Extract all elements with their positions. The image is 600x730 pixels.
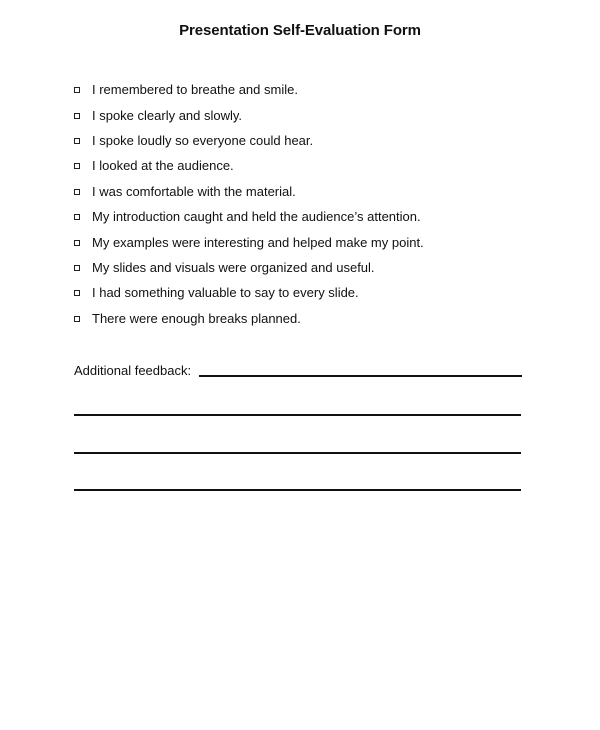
feedback-section [74, 360, 522, 378]
checklist-item-text: I had something valuable to say to every slide. [92, 285, 359, 301]
checklist-item [74, 77, 424, 102]
checklist-item [74, 179, 424, 204]
checklist-item [74, 229, 424, 254]
feedback-line-3[interactable] [74, 452, 521, 454]
checklist-item-text: I spoke clearly and slowly. [92, 107, 243, 123]
checklist-item [74, 102, 424, 127]
checkbox-icon[interactable] [74, 87, 80, 93]
checklist [74, 77, 424, 331]
checklist-item [74, 280, 424, 305]
form-title: Presentation Self-Evaluation Form [179, 22, 421, 39]
checklist-item-text: I remembered to breathe and smile. [92, 82, 298, 98]
checkbox-icon[interactable] [74, 189, 80, 195]
checklist-item [74, 204, 424, 229]
checklist-item [74, 306, 424, 331]
checkbox-icon[interactable] [74, 316, 80, 322]
checkbox-icon[interactable] [74, 113, 80, 119]
checklist-item-text: I was comfortable with the material. [92, 183, 296, 199]
checkbox-icon[interactable] [74, 214, 80, 220]
checkbox-icon[interactable] [74, 265, 80, 271]
checkbox-icon[interactable] [74, 163, 80, 169]
feedback-label: Additional feedback: [74, 363, 192, 378]
checkbox-icon[interactable] [74, 240, 80, 246]
checklist-item [74, 128, 424, 153]
checklist-item-text: I spoke loudly so everyone could hear. [92, 132, 314, 148]
checklist-item-text: My introduction caught and held the audience’s attention. [92, 209, 421, 225]
checkbox-icon[interactable] [74, 138, 80, 144]
checklist-item-text: There were enough breaks planned. [92, 310, 301, 326]
checklist-item-text: My examples were interesting and helped make my point. [92, 234, 424, 250]
checklist-item-text: I looked at the audience. [92, 158, 234, 174]
feedback-row [74, 360, 522, 378]
checklist-item [74, 153, 424, 178]
feedback-line-2[interactable] [74, 414, 521, 416]
checkbox-icon[interactable] [74, 290, 80, 296]
feedback-line-4[interactable] [74, 489, 521, 491]
checklist-item-text: My slides and visuals were organized and useful. [92, 259, 375, 275]
checklist-item [74, 255, 424, 280]
feedback-line-1[interactable] [199, 375, 522, 377]
